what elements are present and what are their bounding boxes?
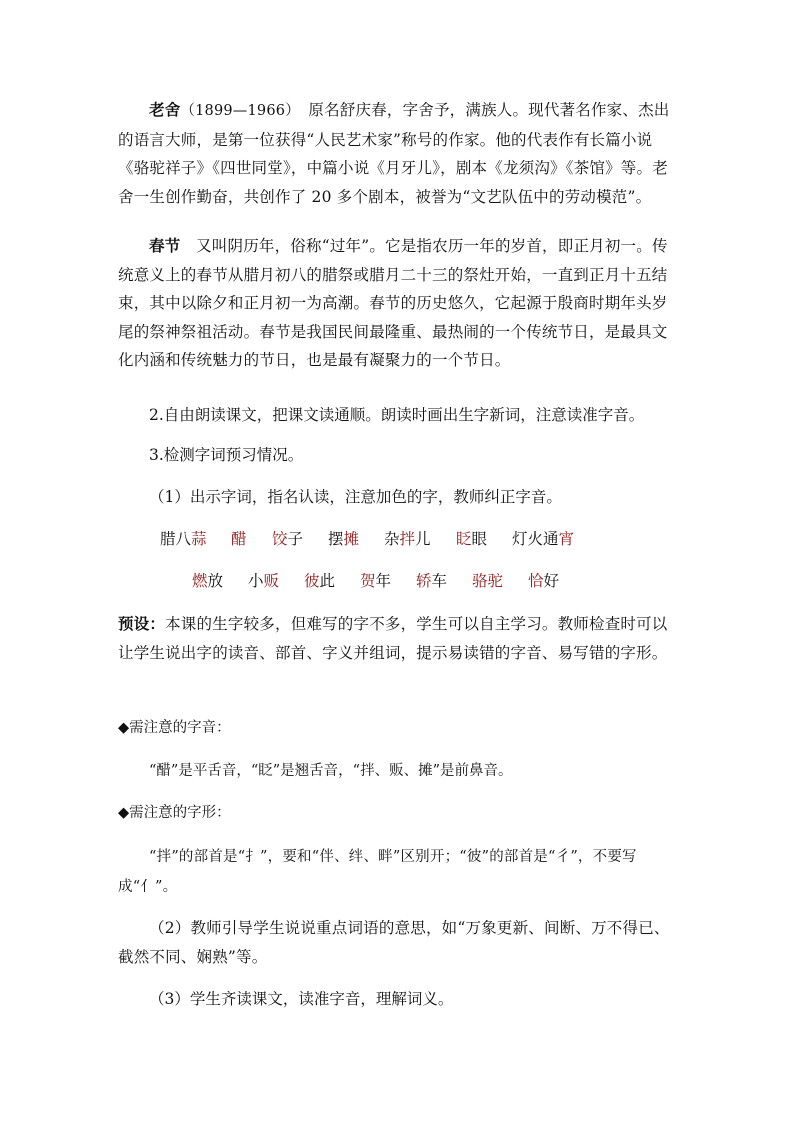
paragraph-chunjie bbox=[118, 232, 683, 375]
term-laoshe: 老舍 bbox=[149, 100, 181, 119]
preset-text: 本课的生字较多，但难写的字不多，学生可以自主学习。教师检查时可以让学生说出字的读音、部首、字义并组词，提示易读错的字音、易写错的字形。 bbox=[118, 615, 668, 662]
paragraph-laoshe bbox=[118, 96, 683, 211]
word-item: 恰好 bbox=[528, 572, 560, 590]
word-item: 灯火通宵 bbox=[512, 530, 575, 548]
word-item: 小贩 bbox=[248, 572, 280, 590]
sub-step-2: （2）教师引导学生说说重点词语的意思，如“万象更新、间断、万不得已、截然不同、娴熟”等。 bbox=[118, 919, 670, 966]
sub-step-3: （3）学生齐读课文，读准字音，理解词义。 bbox=[149, 990, 454, 1008]
note-sound-text: “醋”是平舌音，“眨”是翘舌音，“拌、贩、摊”是前鼻音。 bbox=[149, 763, 513, 779]
laoshe-text: 原名舒庆春，字舍予，满族人。现代著名作家、杰出的语言大师，是第一位获得“人民艺术家”称号的作家。他的代表作有长篇小说《骆驼祥子》《四世同堂》，中篇小说《月牙儿》，剧本《龙须沟》《茶馆》等。老舍一生创作勤奋，共创作了 20 多个剧本，被誉为“文艺队伍中的劳动模范”。 bbox=[118, 101, 670, 206]
word-item: 彼此 bbox=[304, 572, 336, 590]
note-shape-title: ◆需注意的字形： bbox=[118, 805, 231, 821]
paragraph-preset bbox=[118, 610, 683, 667]
term-chunjie: 春节 bbox=[149, 236, 181, 255]
word-item: 醋 bbox=[231, 530, 247, 548]
word-item: 杂拌儿 bbox=[384, 530, 431, 548]
word-item: 眨眼 bbox=[456, 530, 488, 548]
note-shape-text: “拌”的部首是“扌”，要和“伴、绊、畔”区别开；“彼”的部首是“彳”，不要写成“亻”。 bbox=[118, 849, 637, 895]
chunjie-text: 又叫阴历年，俗称“过年”。它是指农历一年的岁首，即正月初一。传统意义上的春节从腊月初八的腊祭或腊月二十三的祭灶开始，一直到正月十五结束，其中以除夕和正月初一为高潮。春节的历史悠久，它起源于殷商时期年头岁尾的祭神祭祖活动。春节是我国民间最隆重、最热闹的一个传统节日，是最具文化内涵和传统魅力的节日，也是最有凝聚力的一个节日。 bbox=[118, 237, 668, 369]
word-item: 燃放 bbox=[192, 572, 224, 590]
word-item: 饺子 bbox=[272, 530, 304, 548]
word-item: 摆摊 bbox=[328, 530, 360, 548]
preset-label: 预设： bbox=[118, 614, 166, 633]
word-item: 贺年 bbox=[360, 572, 392, 590]
note-sound-title: ◆需注意的字音： bbox=[118, 720, 231, 736]
word-item: 腊八蒜 bbox=[160, 530, 207, 548]
word-item: 轿车 bbox=[416, 572, 448, 590]
step-3: 3.检测字词预习情况。 bbox=[149, 446, 304, 464]
sub-step-1: （1）出示字词，指名认读，注意加色的字，教师纠正字音。 bbox=[149, 488, 562, 506]
word-row-1 bbox=[0, 527, 794, 551]
step-2: 2.自由朗读课文，把课文读通顺。朗读时画出生字新词，注意读准字音。 bbox=[149, 406, 645, 424]
word-row-2 bbox=[0, 569, 794, 593]
laoshe-dates: （1899—1966） bbox=[180, 103, 293, 119]
word-item: 骆驼 bbox=[472, 572, 504, 590]
